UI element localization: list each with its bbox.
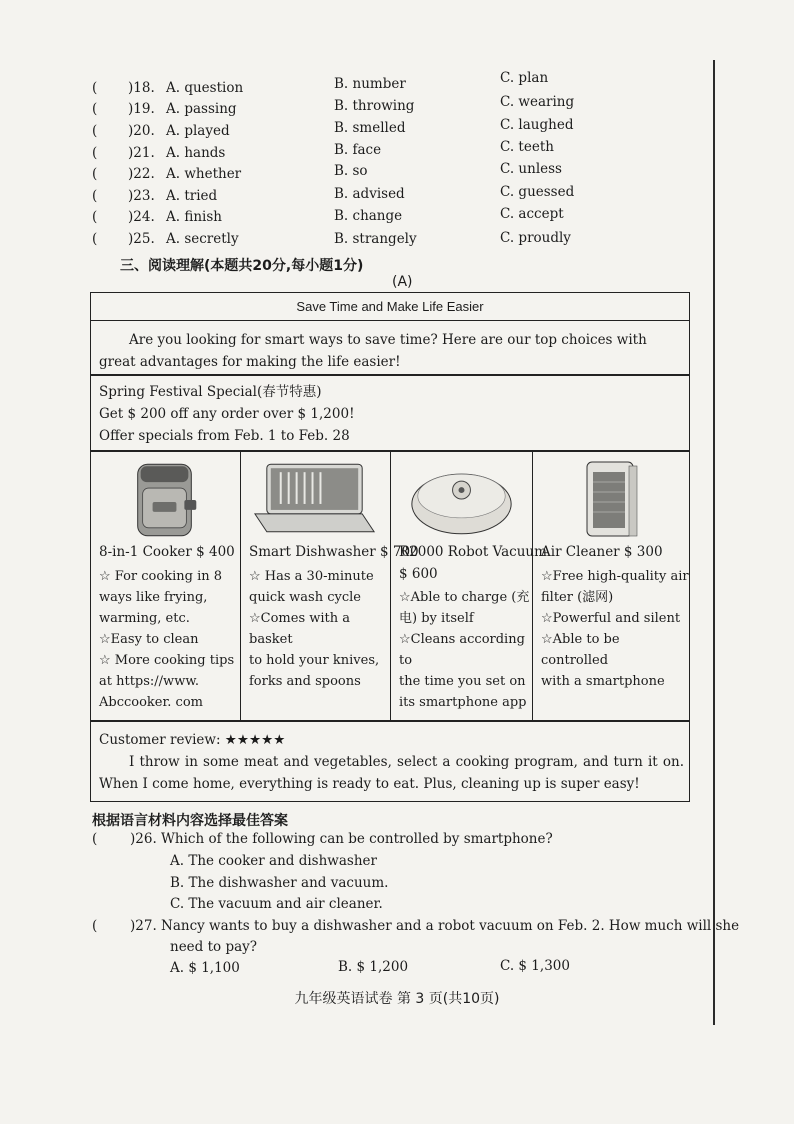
- special-heading: Spring Festival Special(春节特惠): [99, 384, 322, 400]
- product-robot-vacuum: [391, 450, 547, 720]
- option-c: C. laughed: [500, 117, 574, 133]
- product-cooker: [91, 450, 241, 720]
- product-name: Smart Dishwasher $ 700: [249, 544, 419, 560]
- dishwasher-image: [241, 458, 390, 540]
- answer-paren: (: [92, 918, 98, 934]
- product-features: [399, 587, 532, 713]
- feature-line: 电) by itself: [399, 611, 474, 626]
- robot-vacuum-image: [391, 458, 532, 540]
- product-name: Air Cleaner $ 300: [541, 544, 663, 560]
- feature-line: its smartphone app: [399, 695, 527, 710]
- answer-paren: (: [92, 101, 98, 117]
- option-a: A. tried: [166, 188, 218, 204]
- cloze-row-22: [92, 161, 692, 188]
- question-number: )18.: [128, 80, 155, 96]
- option-c: C. proudly: [500, 230, 571, 246]
- question-26-option-c: C. The vacuum and air cleaner.: [170, 896, 383, 912]
- answer-paren: (: [92, 166, 98, 182]
- feature-line: ☆Comes with a basket: [249, 611, 351, 647]
- divider: [91, 720, 689, 722]
- question-number: )19.: [128, 101, 155, 117]
- option-c: C. plan: [500, 70, 549, 86]
- cloze-row-20: [92, 117, 692, 145]
- feature-line: filter (滤网): [541, 590, 614, 605]
- option-b: B. strangely: [334, 231, 417, 247]
- option-a: A. hands: [166, 145, 226, 161]
- feature-line: with a smartphone: [541, 674, 665, 689]
- product-grid: [91, 450, 689, 720]
- question-27-stem: )27. Nancy wants to buy a dishwasher and a robot vacuum on Feb. 2. How much will she: [130, 918, 740, 934]
- option-c: C. wearing: [500, 94, 575, 110]
- answer-paren: (: [92, 831, 98, 847]
- feature-line: ☆Able to be controlled: [541, 632, 620, 668]
- option-b: B. face: [334, 142, 382, 158]
- feature-line: ☆ Has a 30-minute: [249, 569, 374, 584]
- option-b: B. smelled: [334, 120, 406, 136]
- ad-title: Save Time and Make Life Easier: [91, 293, 689, 321]
- option-c: C. teeth: [500, 139, 554, 155]
- feature-line: ☆ For cooking in 8: [99, 569, 222, 584]
- answer-paren: (: [92, 188, 98, 204]
- option-b: B. so: [334, 163, 368, 179]
- option-a: A. secretly: [166, 231, 239, 247]
- special-dates: Offer specials from Feb. 1 to Feb. 28: [99, 428, 350, 444]
- feature-line: ☆Able to charge (充: [399, 590, 530, 605]
- cloze-row-23: [92, 184, 692, 210]
- special-discount: Get $ 200 off any order over $ 1,200!: [99, 406, 355, 422]
- feature-line: ways like frying,: [99, 590, 208, 605]
- question-number: )24.: [128, 209, 155, 225]
- cloze-row-25: [92, 231, 692, 253]
- option-b: B. advised: [334, 186, 405, 202]
- question-number: )25.: [128, 231, 155, 247]
- feature-line: forks and spoons: [249, 674, 361, 689]
- feature-line: ☆Powerful and silent: [541, 611, 681, 626]
- question-number: )20.: [128, 123, 155, 139]
- option-b: B. change: [334, 208, 403, 224]
- page-footer: 九年级英语试卷 第 3 页(共10页): [294, 991, 500, 1007]
- feature-line: Abccooker. com: [99, 695, 203, 710]
- question-27-stem-cont: need to pay?: [170, 939, 258, 955]
- passage-label: (A): [392, 274, 413, 290]
- option-a: A. whether: [166, 166, 242, 182]
- ad-intro: Are you looking for smart ways to save time? Here are our top choices with great advantages for making the life easier!: [99, 332, 647, 370]
- product-features: [541, 566, 689, 692]
- feature-line: to hold your knives,: [249, 653, 380, 668]
- answer-paren: (: [92, 145, 98, 161]
- instruction: 根据语言材料内容选择最佳答案: [92, 813, 288, 829]
- feature-line: warming, etc.: [99, 611, 190, 626]
- product-name: R2000 Robot Vacuum: [399, 544, 547, 560]
- product-features: [249, 566, 390, 692]
- option-b: B. number: [334, 76, 406, 92]
- review-label: Customer review: ★★★★★: [99, 732, 286, 748]
- feature-line: at https://www.: [99, 674, 200, 689]
- question-number: )23.: [128, 188, 155, 204]
- spring-special: [99, 381, 355, 447]
- feature-line: quick wash cycle: [249, 590, 361, 605]
- feature-line: ☆ More cooking tips: [99, 653, 235, 668]
- feature-line: ☆Easy to clean: [99, 632, 199, 647]
- question-26-option-b: B. The dishwasher and vacuum.: [170, 875, 389, 891]
- option-a: A. played: [166, 123, 230, 139]
- advertisement-box: [90, 292, 690, 802]
- air-fryer-image: [91, 458, 240, 540]
- question-number: )22.: [128, 166, 155, 182]
- question-26-stem: )26. Which of the following can be controlled by smartphone?: [130, 831, 553, 847]
- question-27-option-a: A. $ 1,100: [170, 960, 240, 976]
- product-features: [99, 566, 234, 713]
- option-c: C. guessed: [500, 184, 575, 200]
- feature-line: ☆Cleans according to: [399, 632, 525, 668]
- cloze-row-21: [92, 139, 692, 167]
- option-a: A. finish: [166, 209, 222, 225]
- feature-line: the time you set on: [399, 674, 526, 689]
- answer-paren: (: [92, 209, 98, 225]
- product-price: $ 600: [399, 566, 438, 582]
- question-number: )21.: [128, 145, 155, 161]
- review-text: I throw in some meat and vegetables, select a cooking program, and turn it on. When I come home, everything is ready to eat. Plus, cleaning up is super easy!: [99, 754, 684, 792]
- option-c: C. accept: [500, 206, 564, 222]
- option-c: C. unless: [500, 161, 562, 177]
- question-27-option-b: B. $ 1,200: [338, 959, 409, 975]
- option-a: A. question: [166, 80, 244, 96]
- option-b: B. throwing: [334, 98, 415, 114]
- customer-review: [99, 729, 684, 795]
- answer-paren: (: [92, 80, 98, 96]
- product-name: 8-in-1 Cooker $ 400: [99, 544, 235, 560]
- option-a: A. passing: [166, 101, 237, 117]
- section-title: 三、阅读理解(本题共20分,每小题1分): [120, 258, 364, 274]
- product-air-cleaner: [533, 450, 689, 720]
- cloze-row-24: [92, 206, 692, 231]
- feature-line: ☆Free high-quality air: [541, 569, 689, 584]
- question-27-option-c: C. $ 1,300: [500, 958, 570, 974]
- answer-paren: (: [92, 123, 98, 139]
- answer-paren: (: [92, 231, 98, 247]
- margin-line: [713, 60, 715, 1025]
- question-26-option-a: A. The cooker and dishwasher: [170, 853, 377, 869]
- air-cleaner-image: [533, 458, 689, 540]
- divider: [91, 374, 689, 376]
